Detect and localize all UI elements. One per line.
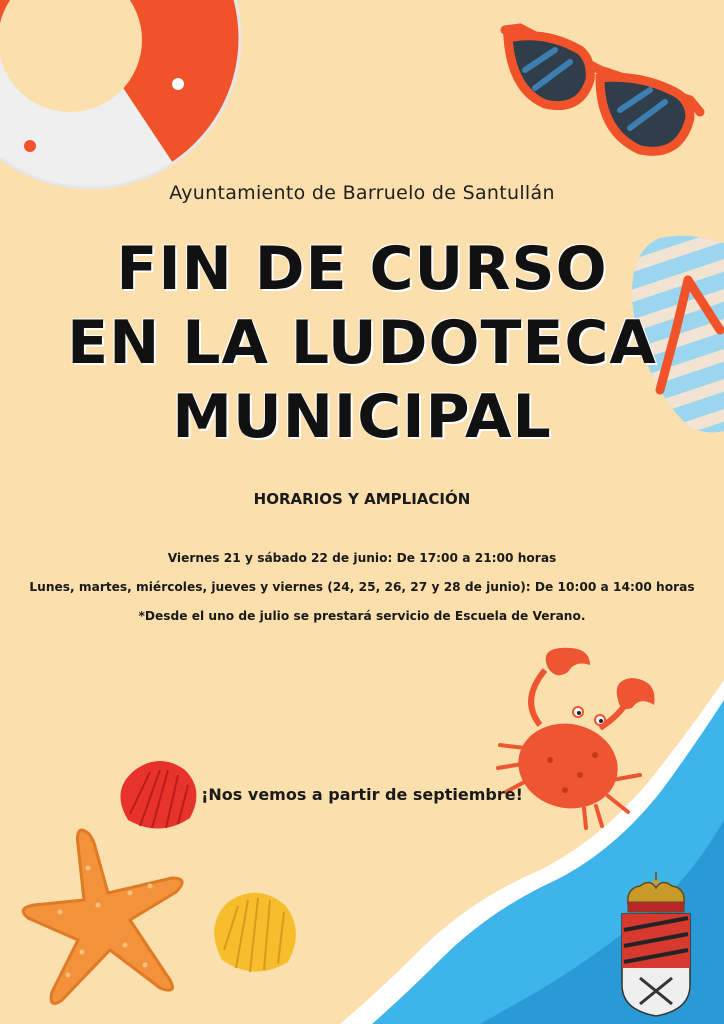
organizer-name: Ayuntamiento de Barruelo de Santullán <box>169 182 555 204</box>
title-line: MUNICIPAL <box>172 382 552 452</box>
title-line: EN LA LUDOTECA <box>67 308 657 378</box>
closing-message: ¡Nos vemos a partir de septiembre! <box>201 785 523 804</box>
schedule-heading: HORARIOS Y AMPLIACIÓN <box>253 490 471 508</box>
seashell-icon <box>214 893 296 972</box>
schedule-line: Lunes, martes, miércoles, jueves y viernes (24, 25, 26, 27 y 28 de junio): De 10:00 a 14:00 horas <box>29 580 695 594</box>
title-line: FIN DE CURSO <box>116 234 608 304</box>
coat-of-arms-icon <box>622 872 690 1016</box>
poster-title <box>0 232 724 454</box>
sunglasses-icon <box>505 28 700 151</box>
lifebuoy-icon <box>0 0 240 188</box>
schedule-line: Viernes 21 y sábado 22 de junio: De 17:00 a 21:00 horas <box>167 551 557 565</box>
starfish-icon <box>23 830 182 1004</box>
schedule-note: *Desde el uno de julio se prestará servicio de Escuela de Verano. <box>138 609 586 623</box>
